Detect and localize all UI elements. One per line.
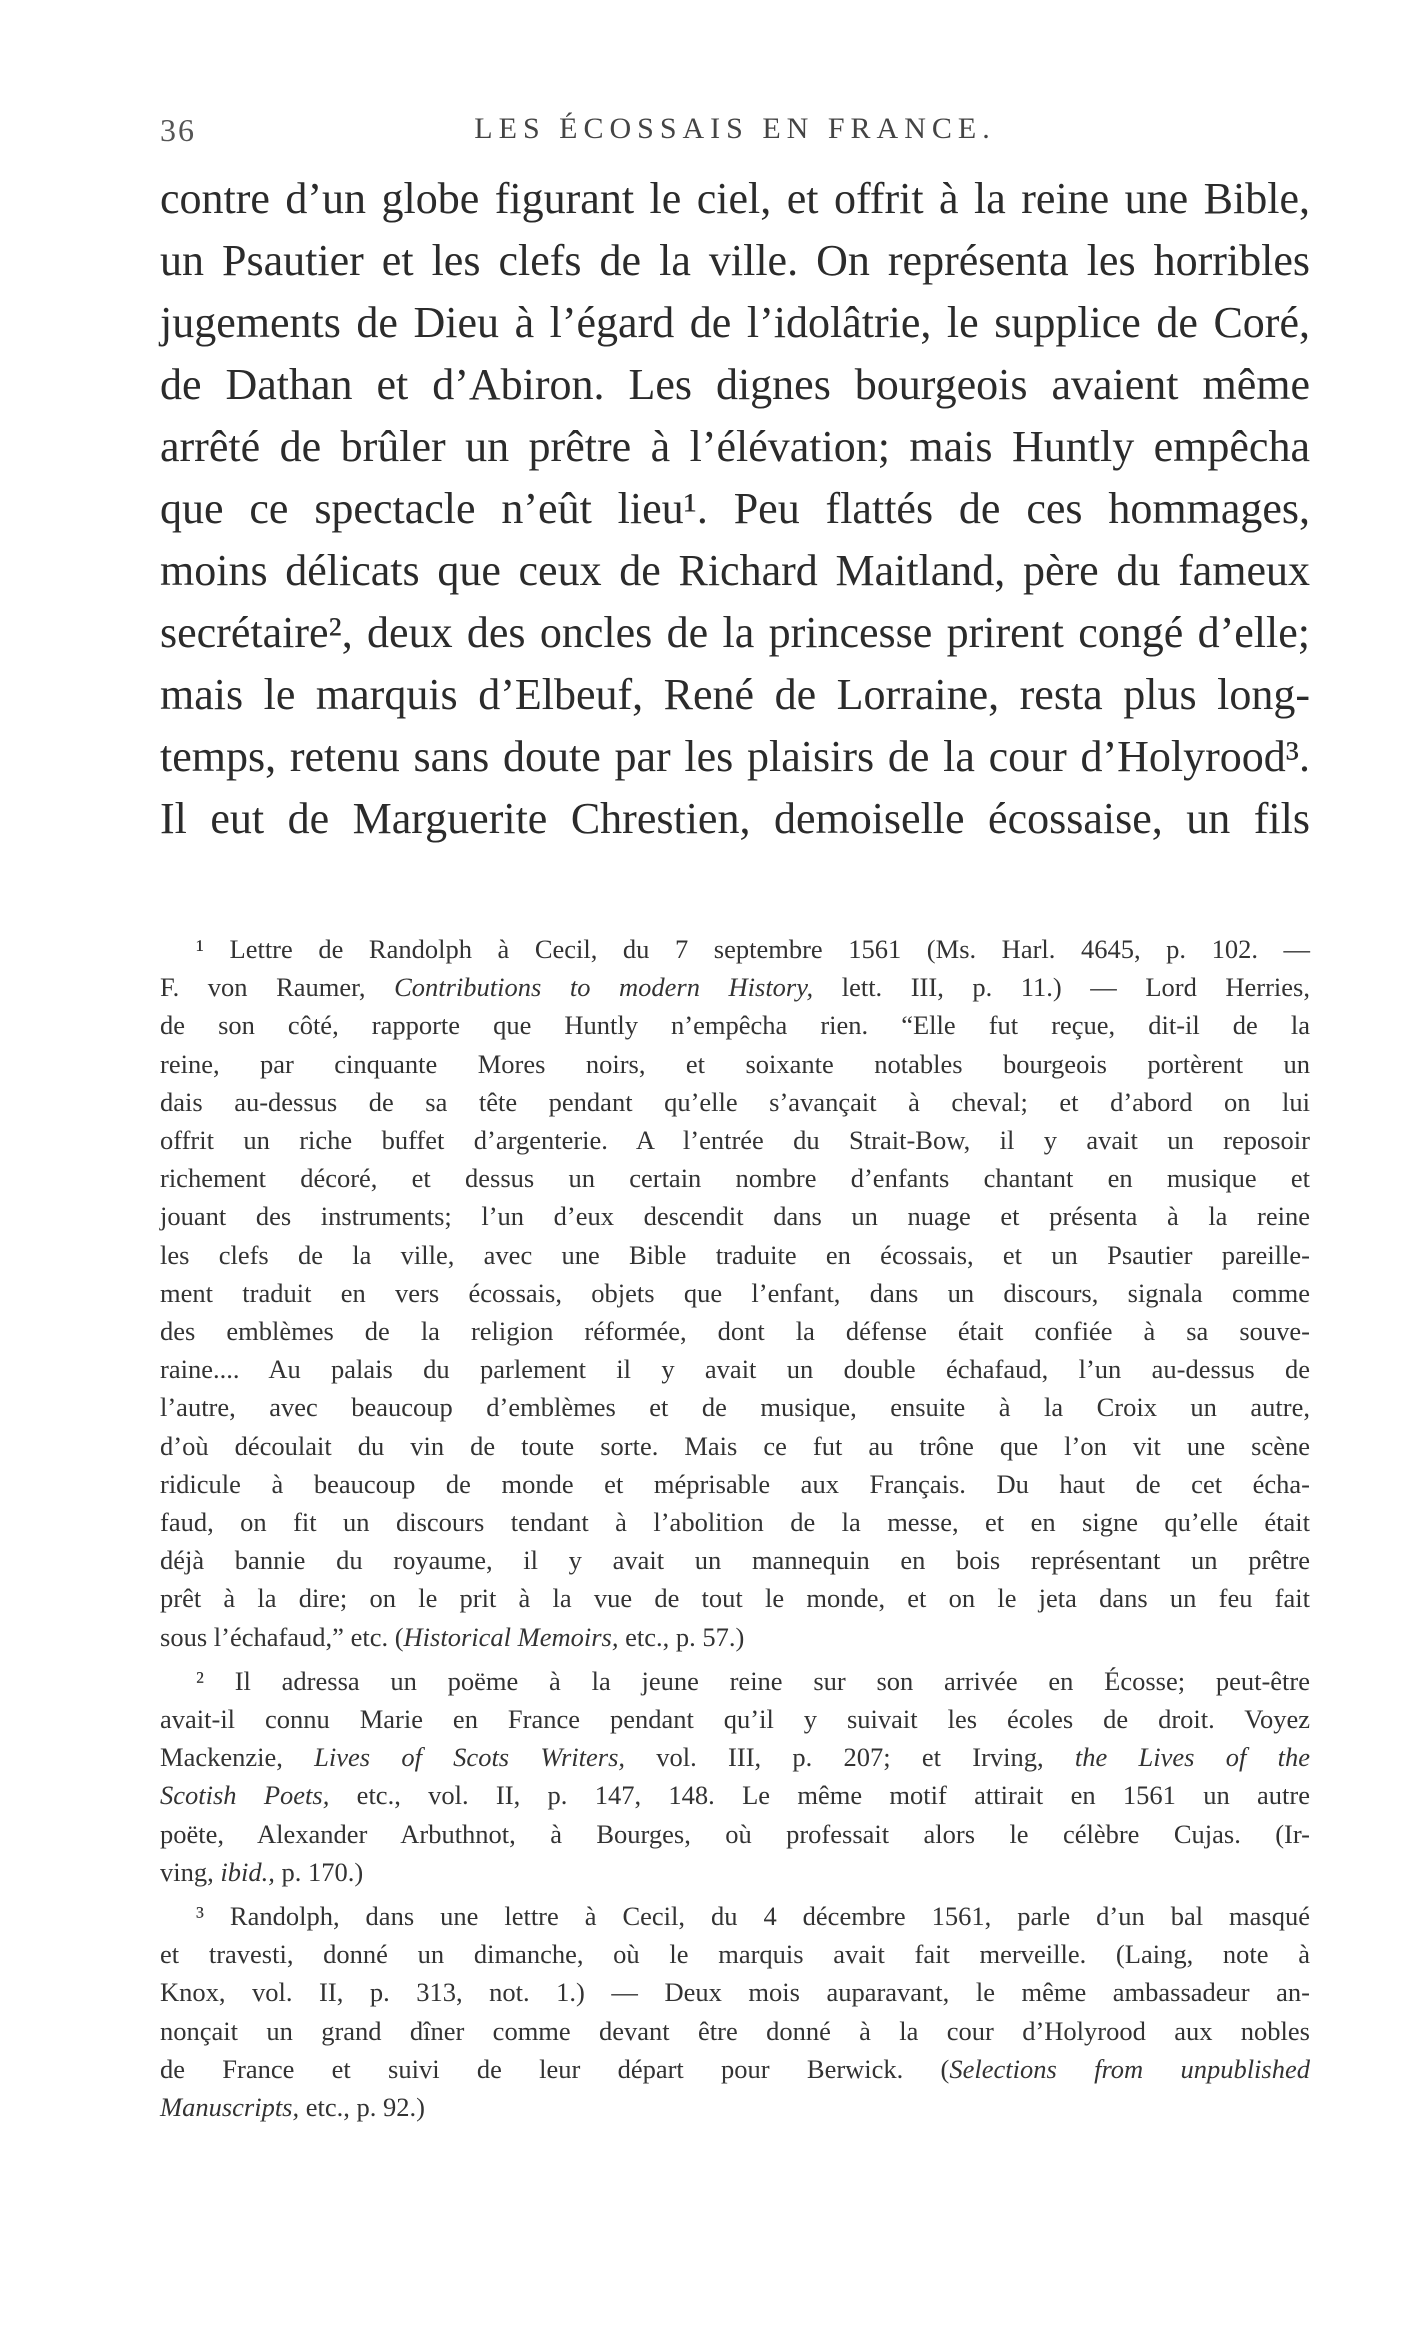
footnote-2	[160, 1662, 1310, 1891]
footnote-title: Selections from unpublished	[949, 2053, 1310, 2084]
footnote-line: richement décoré, et dessus un certain nombre d’enfants chantant en musique et	[160, 1163, 1310, 1194]
footnote-text: etc., p. 92.)	[299, 2092, 425, 2123]
main-paragraph	[160, 168, 1310, 850]
footnote-line	[160, 968, 1310, 1006]
body-line: mais le marquis d’Elbeuf, René de Lorraine, resta plus long-	[160, 670, 1310, 719]
footnote-line: ment traduit en vers écossais, objets que l’enfant, dans un discours, signala comme	[160, 1277, 1310, 1308]
footnote-1	[160, 930, 1310, 1656]
footnote-line: les clefs de la ville, avec une Bible traduite en écossais, et un Psautier pareille-	[160, 1239, 1310, 1270]
footnote-line: déjà bannie du royaume, il y avait un mannequin en bois représentant un prêtre	[160, 1545, 1310, 1576]
body-line: secrétaire², deux des oncles de la princesse prirent congé d’elle;	[160, 608, 1310, 657]
footnote-line: dais au-dessus de sa tête pendant qu’elle s’avançait à cheval; et d’abord on lui	[160, 1086, 1310, 1117]
footnote-text: etc., p. 57.)	[618, 1621, 745, 1652]
footnote-line: jouant des instruments; l’un d’eux descendit dans un nuage et présenta à la reine	[160, 1201, 1310, 1232]
footnote-title: ibid.,	[220, 1856, 275, 1887]
body-line: Il eut de Marguerite Chrestien, demoiselle écossaise, un fils	[160, 794, 1310, 843]
body-line: contre d’un globe figurant le ciel, et offrit à la reine une Bible,	[160, 174, 1310, 223]
footnote-text: Mackenzie,	[160, 1742, 315, 1773]
page-number: 36	[160, 112, 196, 148]
footnote-line: nonçait un grand dîner comme devant être donné à la cour d’Holyrood aux nobles	[160, 2015, 1310, 2046]
footnotes	[160, 930, 1310, 2126]
footnote-line: ¹ Lettre de Randolph à Cecil, du 7 septembre 1561 (Ms. Harl. 4645, p. 102. —	[196, 934, 1310, 964]
footnote-title: Historical Memoirs,	[403, 1621, 619, 1652]
footnote-line: poëte, Alexander Arbuthnot, à Bourges, où professait alors le célèbre Cujas. (Ir-	[160, 1818, 1310, 1849]
footnote-text: de France et suivi de leur départ pour Berwick. (	[160, 2053, 950, 2084]
footnote-text: ving,	[160, 1856, 221, 1887]
footnote-line: offrit un riche buffet d’argenterie. A l’entrée du Strait-Bow, il y avait un reposoir	[160, 1125, 1310, 1156]
footnote-line: ³ Randolph, dans une lettre à Cecil, du 4 décembre 1561, parle d’un bal masqué	[196, 1901, 1310, 1932]
footnote-line: d’où découlait du vin de toute sorte. Mais ce fut au trône que l’on vit une scène	[160, 1430, 1310, 1461]
footnote-title: Manuscripts,	[160, 2092, 300, 2123]
footnote-title: the Lives of the	[1074, 1742, 1310, 1773]
footnote-text: etc., vol. II, p. 147, 148. Le même motif attirait en 1561 un autre	[329, 1780, 1310, 1811]
footnote-title: Contributions to modern History,	[394, 972, 814, 1003]
body-line: arrêté de brûler un prêtre à l’élévation; mais Huntly empêcha	[160, 422, 1310, 471]
footnote-text: lett. III, p. 11.) — Lord Herries,	[813, 972, 1310, 1003]
page-header	[160, 112, 1310, 160]
body-line: que ce spectacle n’eût lieu¹. Peu flattés de ces hommages,	[160, 484, 1310, 533]
footnote-text: vol. III, p. 207; et Irving,	[625, 1742, 1075, 1773]
body-line: de Dathan et d’Abiron. Les dignes bourgeois avaient même	[160, 360, 1310, 409]
footnote-line: ridicule à beaucoup de monde et méprisable aux Français. Du haut de cet écha-	[160, 1468, 1310, 1499]
footnote-text: sous l’échafaud,” etc. (	[160, 1621, 404, 1652]
body-line: moins délicats que ceux de Richard Maitland, père du fameux	[160, 546, 1310, 595]
body-line: temps, retenu sans doute par les plaisirs de la cour d’Holyrood³.	[160, 732, 1310, 781]
footnote-line: des emblèmes de la religion réformée, dont la défense était confiée à sa souve-	[160, 1316, 1310, 1347]
footnote-line: et travesti, donné un dimanche, où le marquis avait fait merveille. (Laing, note à	[160, 1939, 1310, 1970]
footnote-line: de son côté, rapporte que Huntly n’empêcha rien. “Elle fut reçue, dit-il de la	[160, 1010, 1310, 1041]
footnote-3	[160, 1897, 1310, 2126]
footnote-line: avait-il connu Marie en France pendant qu’il y suivait les écoles de droit. Voyez	[160, 1704, 1310, 1735]
footnote-text: F. von Raumer,	[160, 972, 395, 1003]
footnote-line	[160, 2088, 1310, 2126]
footnote-line	[160, 1776, 1310, 1814]
footnote-line: faud, on fit un discours tendant à l’abolition de la messe, et en signe qu’elle était	[160, 1507, 1310, 1538]
footnote-line: ² Il adressa un poëme à la jeune reine sur son arrivée en Écosse; peut-être	[196, 1665, 1310, 1696]
footnote-line: prêt à la dire; on le prit à la vue de tout le monde, et on le jeta dans un feu fait	[160, 1583, 1310, 1614]
body-line: jugements de Dieu à l’égard de l’idolâtrie, le supplice de Coré,	[160, 298, 1310, 347]
footnote-line	[160, 1618, 1310, 1656]
footnote-line: reine, par cinquante Mores noirs, et soixante notables bourgeois portèrent un	[160, 1048, 1310, 1079]
footnote-title: Lives of Scots Writers,	[314, 1742, 626, 1773]
running-title: LES ÉCOSSAIS EN FRANCE.	[474, 112, 996, 145]
footnote-line: Knox, vol. II, p. 313, not. 1.) — Deux mois auparavant, le même ambassadeur an-	[160, 1977, 1310, 2008]
footnote-line	[160, 1853, 1310, 1891]
footnote-line: raine.... Au palais du parlement il y avait un double échafaud, l’un au-dessus de	[160, 1354, 1310, 1385]
footnote-line	[160, 2050, 1310, 2088]
footnote-line: l’autre, avec beaucoup d’emblèmes et de musique, ensuite à la Croix un autre,	[160, 1392, 1310, 1423]
body-line: un Psautier et les clefs de la ville. On représenta les horribles	[160, 236, 1310, 285]
footnote-line	[160, 1738, 1310, 1776]
footnote-text: p. 170.)	[274, 1856, 364, 1887]
footnote-title: Scotish Poets,	[160, 1780, 330, 1811]
